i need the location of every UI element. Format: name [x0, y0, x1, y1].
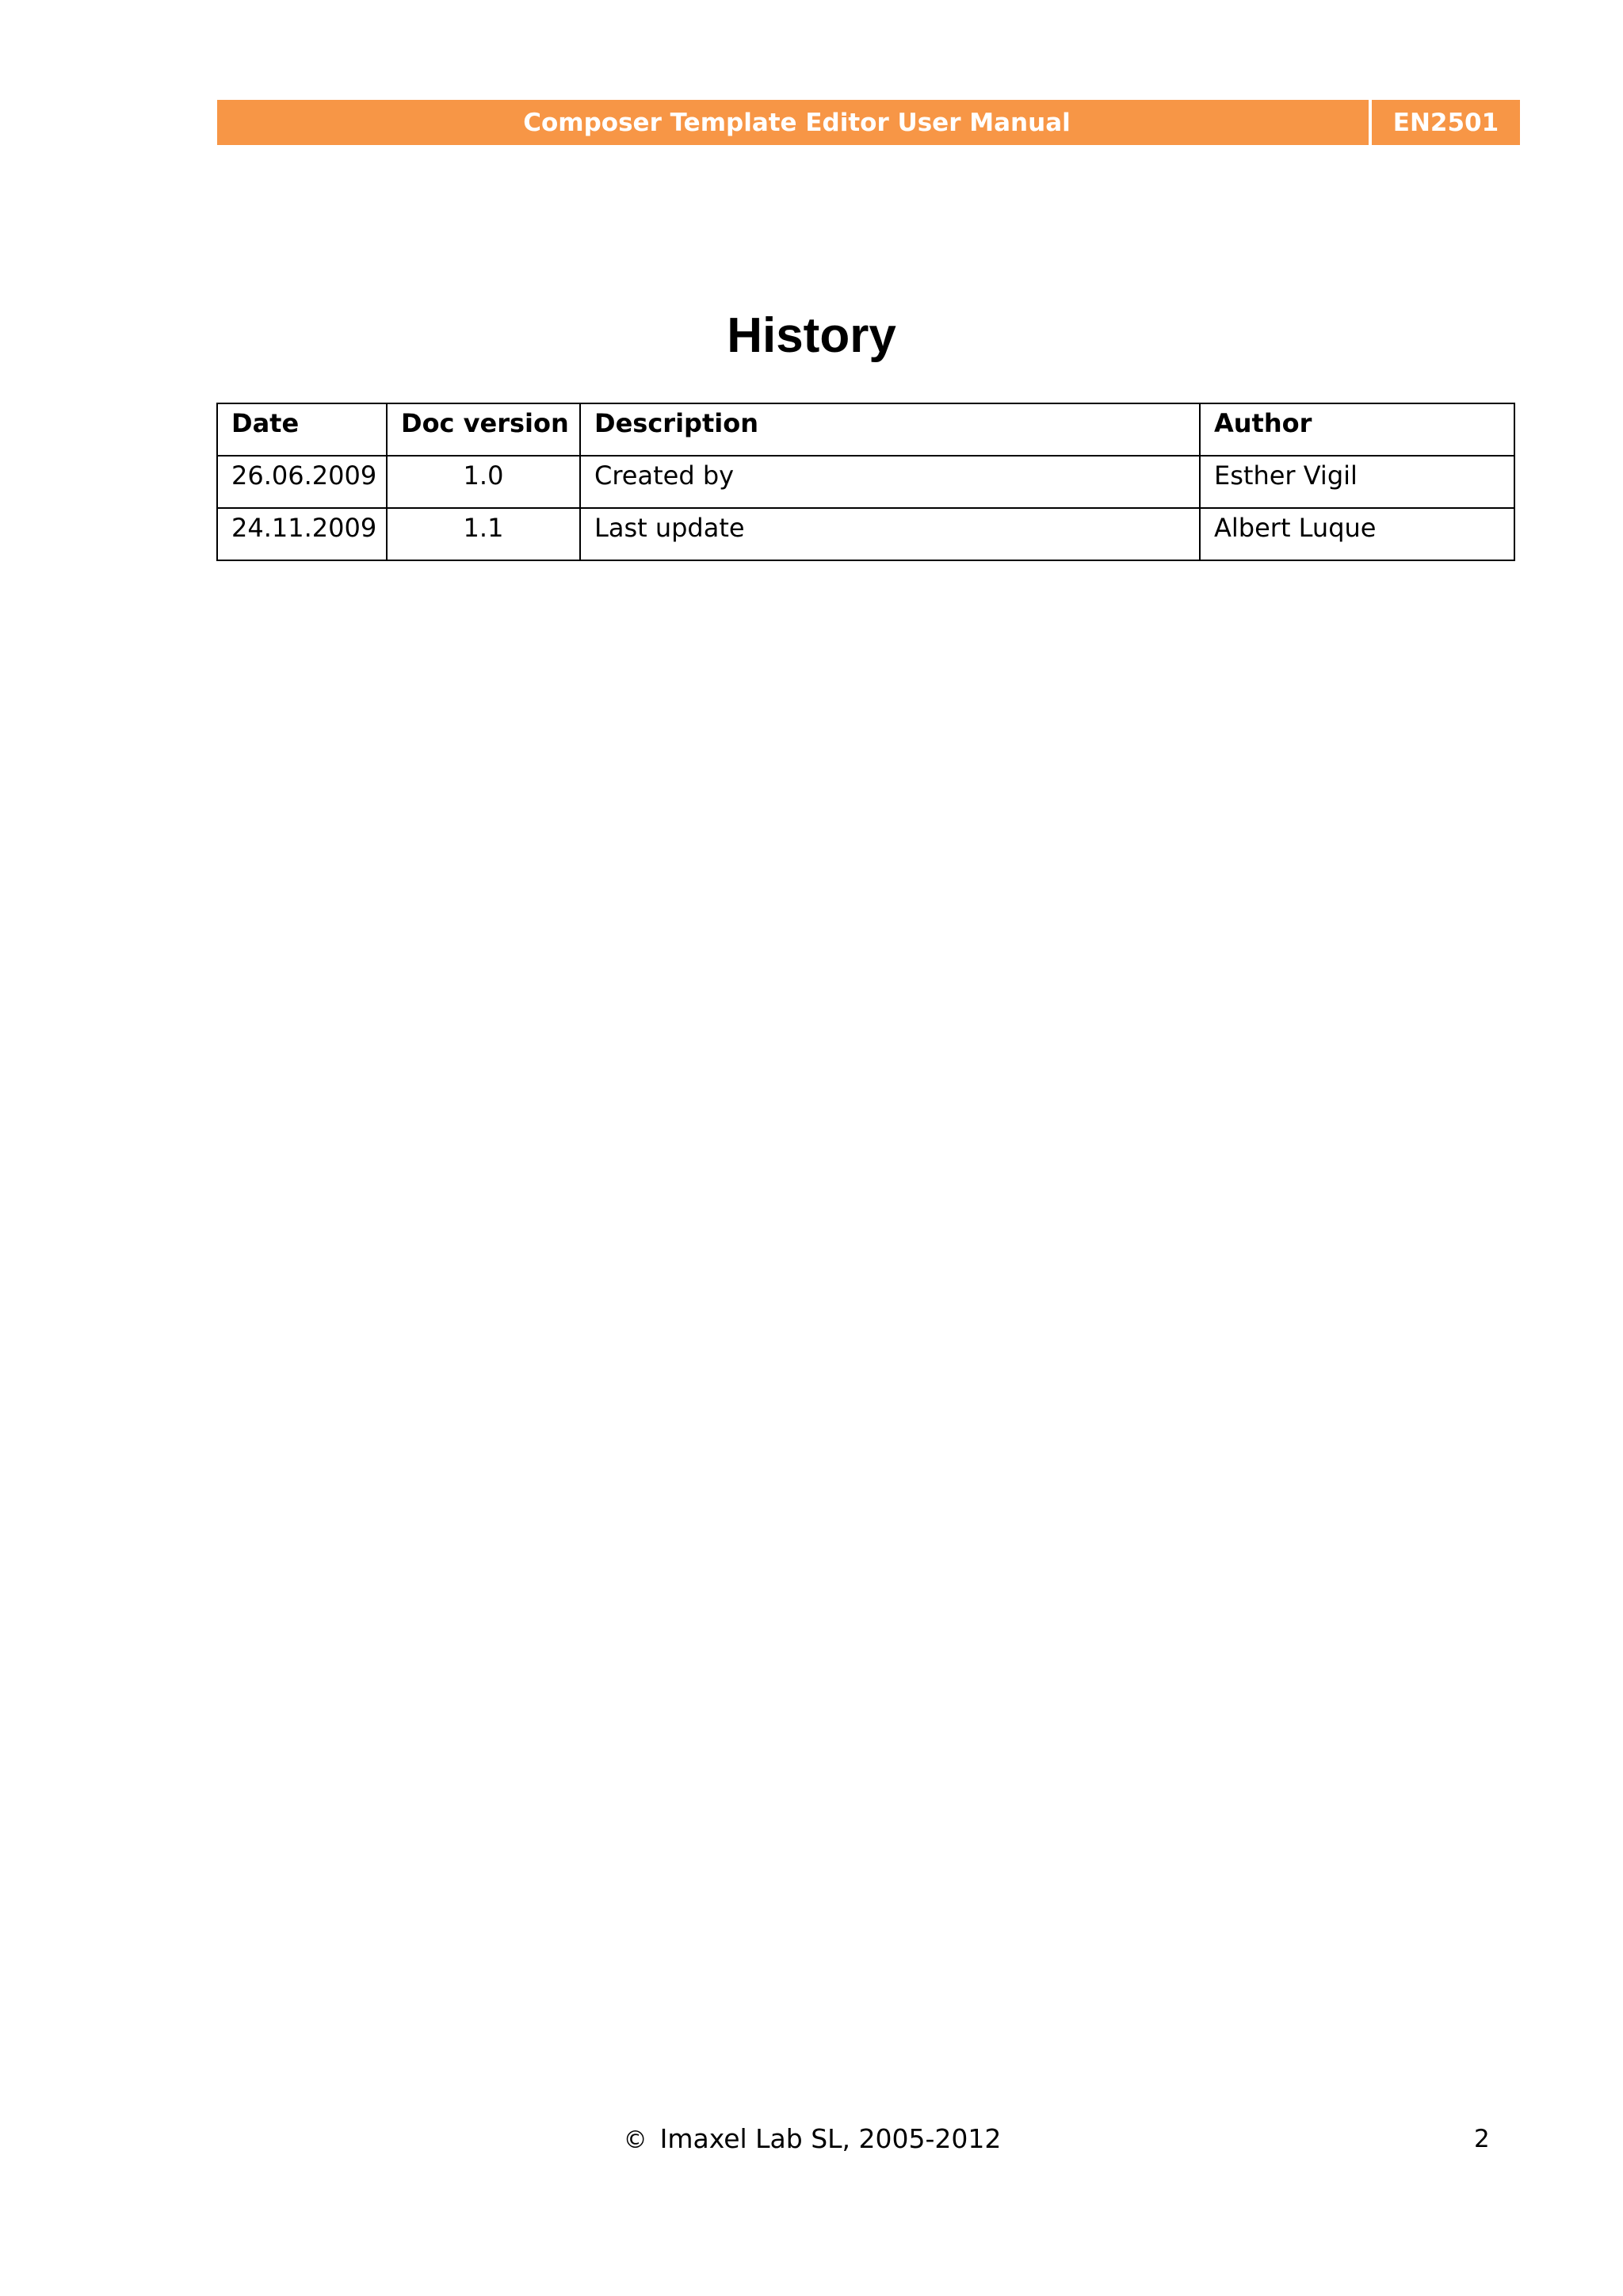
- cell-description: Created by: [580, 456, 1200, 508]
- table-row: [217, 508, 1514, 560]
- table-header-row: [217, 403, 1514, 456]
- page-title: History: [727, 308, 896, 363]
- column-header-description: Description: [580, 403, 1200, 456]
- cell-author: Albert Luque: [1200, 508, 1514, 560]
- cell-author: Esther Vigil: [1200, 456, 1514, 508]
- column-header-doc-version: Doc version: [387, 403, 580, 456]
- cell-doc-version: 1.0: [387, 456, 580, 508]
- running-header: [217, 100, 1520, 145]
- table-row: [217, 456, 1514, 508]
- copyright-footer: [0, 2122, 1623, 2158]
- copyright-text: Imaxel Lab SL, 2005-2012: [659, 2123, 1002, 2154]
- column-header-date: Date: [217, 403, 387, 456]
- history-table: [216, 403, 1515, 561]
- cell-date: 24.11.2009: [217, 508, 387, 560]
- document-title: Composer Template Editor User Manual: [217, 100, 1369, 145]
- document-code: EN2501: [1372, 100, 1520, 145]
- cell-doc-version: 1.1: [387, 508, 580, 560]
- copyright-icon: ©: [623, 2126, 647, 2154]
- page-number: 2: [1474, 2125, 1490, 2153]
- column-header-author: Author: [1200, 403, 1514, 456]
- cell-date: 26.06.2009: [217, 456, 387, 508]
- cell-description: Last update: [580, 508, 1200, 560]
